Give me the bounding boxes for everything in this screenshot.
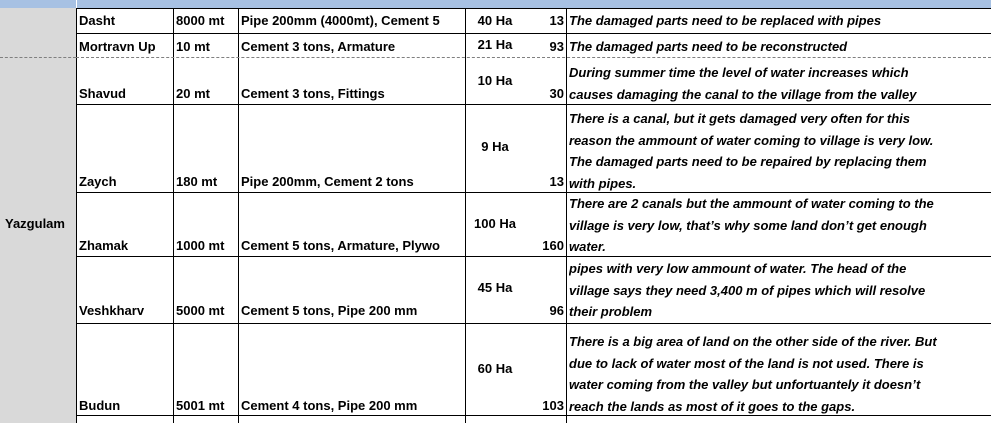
irrigated-area[interactable]: 10 Ha <box>477 73 513 88</box>
problem-note[interactable]: During summer time the level of water increases which causes damaging the canal to the village from the valley <box>569 65 917 102</box>
problem-note[interactable]: There is a canal, but it gets damaged very often for this reason the ammount of water coming to village is very low. The damaged parts need to be repaired by replacing them with pipes. <box>569 111 934 191</box>
village-name[interactable]: Zhamak <box>79 238 129 253</box>
irrigated-area[interactable]: 9 Ha <box>481 139 509 154</box>
problem-note[interactable]: There is a big area of land on the other side of the river. But due to lack of water most of the land is not used. There is water coming from the valley but unfortuantely it doesn’t reach the lands as most of it goes to the gaps. <box>569 334 937 414</box>
village-name[interactable]: Dasht <box>79 13 116 28</box>
materials-needed[interactable]: Pipe 200mm, Cement 2 tons <box>241 174 414 189</box>
canal-length[interactable]: 5001 mt <box>176 398 225 413</box>
irrigated-area[interactable]: 60 Ha <box>477 361 513 376</box>
irrigated-area[interactable]: 21 Ha <box>477 37 513 52</box>
households[interactable]: 13 <box>549 13 564 28</box>
irrigated-area[interactable]: 40 Ha <box>477 13 513 28</box>
households[interactable]: 30 <box>549 86 564 101</box>
header-row-band <box>0 0 991 8</box>
region-divider <box>0 57 76 58</box>
canal-length[interactable]: 20 mt <box>176 86 210 101</box>
canal-length[interactable]: 10 mt <box>176 39 210 54</box>
canal-length[interactable]: 8000 mt <box>176 13 225 28</box>
canal-length[interactable]: 1000 mt <box>176 238 225 253</box>
village-name[interactable]: Zaych <box>79 174 117 189</box>
village-name[interactable]: Veshkharv <box>79 303 145 318</box>
households[interactable]: 13 <box>549 174 564 189</box>
materials-needed[interactable]: Cement 4 tons, Pipe 200 mm <box>241 398 418 413</box>
village-name[interactable]: Budun <box>79 398 121 413</box>
canal-length[interactable]: 180 mt <box>176 174 218 189</box>
canal-length[interactable]: 5000 mt <box>176 303 225 318</box>
region-cell[interactable] <box>0 8 76 423</box>
problem-note[interactable]: There are 2 canals but the ammount of water coming to the village is very low, that’s why some land don’t get enough water. <box>569 196 934 254</box>
region-label: Yazgulam <box>5 216 65 231</box>
village-name[interactable]: Shavud <box>79 86 126 101</box>
materials-needed[interactable]: Cement 3 tons, Armature <box>241 39 396 54</box>
households[interactable]: 96 <box>549 303 564 318</box>
households[interactable]: 160 <box>542 238 564 253</box>
problem-note[interactable]: The damaged parts need to be replaced with pipes <box>569 13 882 28</box>
materials-needed[interactable]: Cement 5 tons, Pipe 200 mm <box>241 303 418 318</box>
problem-note[interactable]: pipes with very low ammount of water. The head of the village says they need 3,400 m of pipes which will resolve their problem <box>569 261 926 319</box>
households[interactable]: 93 <box>549 39 564 54</box>
materials-needed[interactable]: Cement 3 tons, Fittings <box>241 86 385 101</box>
materials-needed[interactable]: Cement 5 tons, Armature, Plywo <box>241 238 440 253</box>
problem-note[interactable]: The damaged parts need to be reconstructed <box>569 39 848 54</box>
households[interactable]: 103 <box>542 398 564 413</box>
materials-needed[interactable]: Pipe 200mm (4000mt), Cement 5 <box>241 13 440 28</box>
village-name[interactable]: Mortravn Up <box>79 39 156 54</box>
irrigated-area[interactable]: 45 Ha <box>477 280 513 295</box>
irrigated-area[interactable]: 100 Ha <box>474 216 516 231</box>
